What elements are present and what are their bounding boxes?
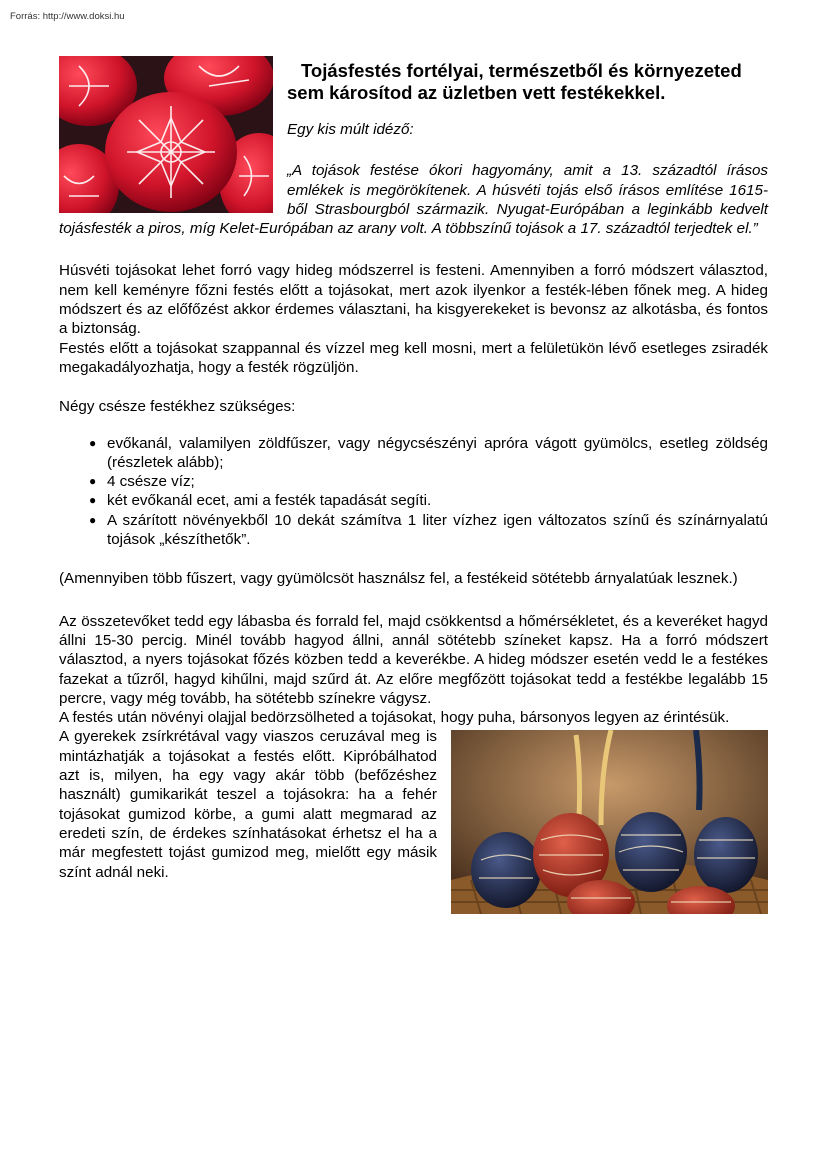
ingredients-list [59, 434, 768, 550]
decorated-eggs-basket-photo [451, 730, 768, 914]
red-painted-eggs-photo [59, 56, 273, 213]
paragraph-washing: Festés előtt a tojásokat szappannal és vízzel meg kell mosni, mert a felületükön lévő esetleges zsiradék megakadályozhatja, hogy a festék rögzüljön. [59, 339, 768, 376]
paragraph-patterns: A gyerekek zsírkrétával vagy viaszos ceruzával meg is mintázhatják a tojásokat a festés előtt. Kipróbálhatod azt is, milyen, ha egy vagy akár több (befőzéshez használt) gumikarikát teszel a tojásokra: ha a fehér tojásokat gumizod körbe, a gumi alatt megmarad az eredeti szín, de érdekes színhatásokat érhetsz el ha a már megfestett tojást gumizod meg, mielőtt egy másik színt adnál neki. [59, 728, 437, 881]
intro-line: Egy kis múlt idéző: [287, 121, 414, 138]
paragraph-methods: Húsvéti tojásokat lehet forró vagy hideg módszerrel is festeni. Amennyiben a forró módszert választod, nem kell keményre főzni festés előtt a tojásokat, mert azok ilyenkor a festék-lében főnek meg. A hideg módszert és az előfőzést akkor érdemes választani, ha kisgyerekeket is bevonsz az alkotásba, és fontos a biztonság. [59, 262, 768, 338]
paragraph-oil: A festés után növényi olajjal bedörzsölheted a tojásokat, hogy puha, bársonyos legyen az érintésük. [59, 709, 730, 727]
document-title: Tojásfestés fortélyai, természetből és környezeted sem károsítod az üzletben vett festékekkel. [287, 60, 742, 103]
paragraph-ingredients-intro: Négy csésze festékhez szükséges: [59, 398, 296, 416]
list-item: ● két evőkanál ecet, ami a festék tapadását segíti. [89, 492, 432, 510]
paragraph-spice-note: (Amennyiben több fűszert, vagy gyümölcsöt használsz fel, a festékeid sötétebb árnyalatúak lesznek.) [59, 570, 738, 588]
list-item: ● 4 csésze víz; [89, 473, 195, 491]
paragraph-process: Az összetevőket tedd egy lábasba és forrald fel, majd csökkentsd a hőmérsékletet, és a keveréket hagyd állni 15-30 percig. Minél tovább hagyod állni, annál sötétebb színeket kapsz. Ha a forró módszert választod, a nyers tojásokat főzés közben tedd a keverékbe. A hideg módszer esetén vedd le a festékes fazekat a tűzről, hagyd kihűlni, majd szűrd át. Az előre megfőzött tojásokat tedd a festékbe legalább 15 percre, vagy még tovább, ha sötétebb színekre vágysz. [59, 612, 768, 707]
list-item: ● A szárított növényekből 10 dekát számítva 1 liter vízhez igen változatos színű és színárnyalatú tojások „készíthetők”. [89, 511, 768, 549]
source-label: Forrás: http://www.doksi.hu [10, 11, 125, 22]
history-quote: „A tojások festése ókori hagyomány, amit a 13. századtól írásos emlékek is megörökítenek. A húsvéti tojás első írásos említése 1615-ből Strasbourgból származik. Nyugat-Európában a leginkább kedvelt tojásfesték a piros, míg Kelet-Európában az arany volt. A többszínű tojások a 17. századtól terjedtek el.” [59, 162, 768, 238]
list-item: ● evőkanál, valamilyen zöldfűszer, vagy négycsészényi apróra vágott gyümölcs, esetleg zöldség (részletek alább); [89, 434, 768, 471]
document-body [59, 56, 768, 914]
